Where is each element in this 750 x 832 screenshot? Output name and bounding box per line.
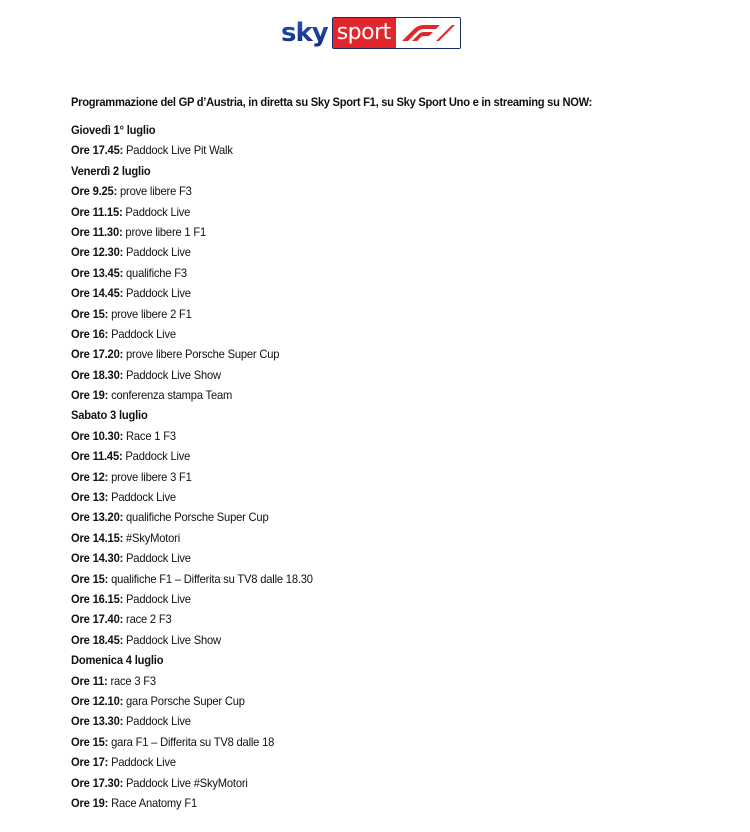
schedule-entry: Ore 13.20: qualifiche Porsche Super Cup [71, 510, 269, 525]
entry-time: Ore 13.30: [71, 714, 124, 729]
entry-time: Ore 11.15: [71, 204, 123, 219]
entry-time: Ore 14.15: [71, 530, 124, 545]
entry-time: Ore 9.25: [71, 184, 118, 199]
entry-time: Ore 17: [71, 755, 109, 770]
entry-time: Ore 19: [71, 795, 109, 810]
f1-emblem-icon [400, 24, 456, 42]
entry-time: Ore 15: [71, 734, 109, 749]
entry-time: Ore 18.30: [71, 367, 124, 382]
schedule-entry: Ore 12: prove libere 3 F1 [71, 469, 192, 484]
schedule-entry: Ore 17.20: prove libere Porsche Super Cup [71, 347, 280, 362]
schedule-entry: Ore 13: Paddock Live [71, 490, 176, 505]
schedule-entry: Ore 14.45: Paddock Live [71, 286, 191, 301]
schedule-entry: Ore 14.30: Paddock Live [71, 551, 191, 566]
entry-time: Ore 13: [71, 490, 109, 505]
schedule-entry: Ore 18.30: Paddock Live Show [71, 367, 221, 382]
schedule-entry: Ore 12.30: Paddock Live [71, 245, 191, 260]
entry-time: Ore 17.30: [71, 775, 124, 790]
schedule-entry: Ore 15: gara F1 – Differita su TV8 dalle 18 [71, 734, 275, 749]
day-heading: Sabato 3 luglio [71, 408, 148, 423]
entry-time: Ore 16.15: [71, 591, 124, 606]
day-heading: Domenica 4 luglio [71, 653, 164, 668]
schedule-entry: Ore 17.45: Paddock Live Pit Walk [71, 143, 233, 158]
schedule-entry: Ore 12.10: gara Porsche Super Cup [71, 693, 245, 708]
entry-time: Ore 12.30: [71, 245, 124, 260]
day-heading: Giovedì 1° luglio [71, 123, 156, 137]
schedule-entry: Ore 17.40: race 2 F3 [71, 612, 172, 627]
entry-time: Ore 19: [71, 388, 109, 403]
schedule-entry: Ore 18.45: Paddock Live Show [71, 632, 221, 647]
schedule-entry: Ore 10.30: Race 1 F3 [71, 428, 176, 443]
schedule-entry: Ore 9.25: prove libere F3 [71, 184, 192, 199]
day-heading: Venerdì 2 luglio [71, 163, 151, 178]
entry-time: Ore 17.20: [71, 347, 124, 362]
schedule-entry: Ore 13.45: qualifiche F3 [71, 265, 187, 280]
schedule-entry: Ore 16.15: Paddock Live [71, 591, 191, 606]
schedule-entry: Ore 11.15: Paddock Live [71, 204, 191, 219]
schedule-article [71, 94, 711, 813]
schedule-entry: Ore 13.30: Paddock Live [71, 714, 191, 729]
schedule-entry: Ore 11.30: prove libere 1 F1 [71, 224, 207, 239]
entry-time: Ore 11.45: [71, 449, 123, 464]
schedule-entry: Ore 17: Paddock Live [71, 755, 176, 770]
schedule-entry: Ore 14.15: #SkyMotori [71, 530, 180, 545]
entry-time: Ore 10.30: [71, 428, 124, 443]
entry-time: Ore 16: [71, 326, 109, 341]
schedule-entry: Ore 17.30: Paddock Live #SkyMotori [71, 775, 248, 790]
intro-heading: Programmazione del GP d’Austria, in diretta su Sky Sport F1, su Sky Sport Uno e in streaming su NOW: [71, 95, 593, 109]
schedule-entry: Ore 15: qualifiche F1 – Differita su TV8 dalle 18.30 [71, 571, 313, 586]
sky-sport-f1-logo [281, 17, 461, 49]
f1-logo-icon [396, 18, 460, 48]
entry-time: Ore 14.30: [71, 551, 124, 566]
entry-time: Ore 15: [71, 571, 109, 586]
entry-time: Ore 17.45: [71, 143, 124, 158]
entry-time: Ore 17.40: [71, 612, 124, 627]
entry-time: Ore 13.20: [71, 510, 124, 525]
logo-sport-text: sport [333, 18, 396, 48]
schedule-entry: Ore 19: conferenza stampa Team [71, 388, 233, 403]
entry-time: Ore 13.45: [71, 265, 124, 280]
entry-time: Ore 11: [71, 673, 108, 688]
schedule-entry: Ore 19: Race Anatomy F1 [71, 795, 198, 810]
schedule-entry: Ore 11: race 3 F3 [71, 673, 156, 688]
entry-time: Ore 12: [71, 469, 109, 484]
entry-time: Ore 18.45: [71, 632, 124, 647]
logo-sport-box [332, 17, 461, 49]
entry-time: Ore 12.10: [71, 693, 124, 708]
logo-sky-text: sky [281, 18, 328, 48]
entry-time: Ore 14.45: [71, 286, 124, 301]
schedule-entry: Ore 16: Paddock Live [71, 326, 176, 341]
schedule-entry: Ore 11.45: Paddock Live [71, 449, 191, 464]
entry-time: Ore 15: [71, 306, 109, 321]
entry-time: Ore 11.30: [71, 224, 123, 239]
schedule-entry: Ore 15: prove libere 2 F1 [71, 306, 192, 321]
schedule-list [71, 120, 711, 813]
